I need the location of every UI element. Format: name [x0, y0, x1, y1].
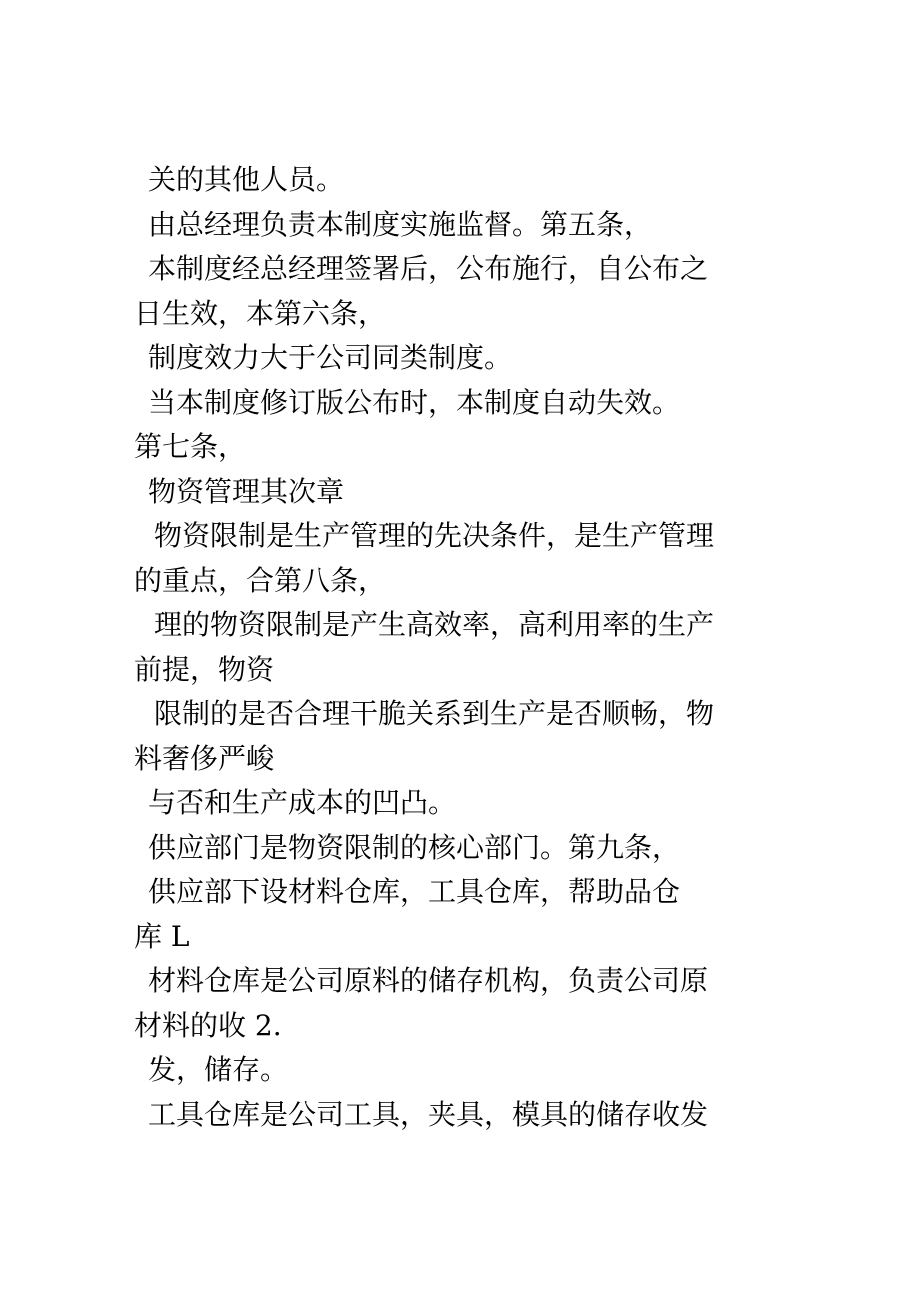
text-line: 料奢侈严峻: [134, 741, 275, 775]
text-line: 关的其他人员。: [148, 163, 345, 196]
text-line: 理的物资限制是产生高效率，高利用率的生产: [154, 608, 715, 641]
text-line: 第七条，: [134, 430, 247, 463]
text-line: 供应部门是物资限制的核心部门。第九条，: [148, 830, 681, 864]
text-line: 物资管理其次章: [148, 474, 345, 508]
text-line: 由总经理负责本制度实施监督。第五条，: [148, 207, 653, 241]
text-line: 当本制度修订版公布时，本制度自动失效。: [148, 385, 681, 419]
text-line: 工具仓库是公司工具，夹具，模具的储存收发: [148, 1097, 709, 1131]
text-line: 的重点，合第八条，: [134, 563, 387, 597]
text-line: 物资限制是生产管理的先决条件，是生产管理: [154, 519, 715, 552]
text-line: 制度效力大于公司同类制度。: [148, 341, 513, 374]
text-line: 前提，物资: [134, 652, 275, 686]
text-line: 与否和生产成本的凹凸。: [148, 786, 457, 819]
document-body: [134, 158, 794, 1137]
text-line: 库 L: [134, 919, 190, 953]
text-line: 发，储存。: [148, 1053, 289, 1086]
text-line: 材料的收 2.: [134, 1008, 282, 1042]
text-line: 本制度经总经理签署后，公布施行，自公布之: [148, 252, 709, 285]
text-line: 日生效，本第六条，: [134, 296, 387, 330]
text-line: 限制的是否合理干脆关系到生产是否顺畅，物: [154, 697, 715, 730]
text-line: 供应部下设材料仓库，工具仓库，帮助品仓: [148, 875, 681, 908]
text-line: 材料仓库是公司原料的储存机构，负责公司原: [148, 964, 709, 997]
